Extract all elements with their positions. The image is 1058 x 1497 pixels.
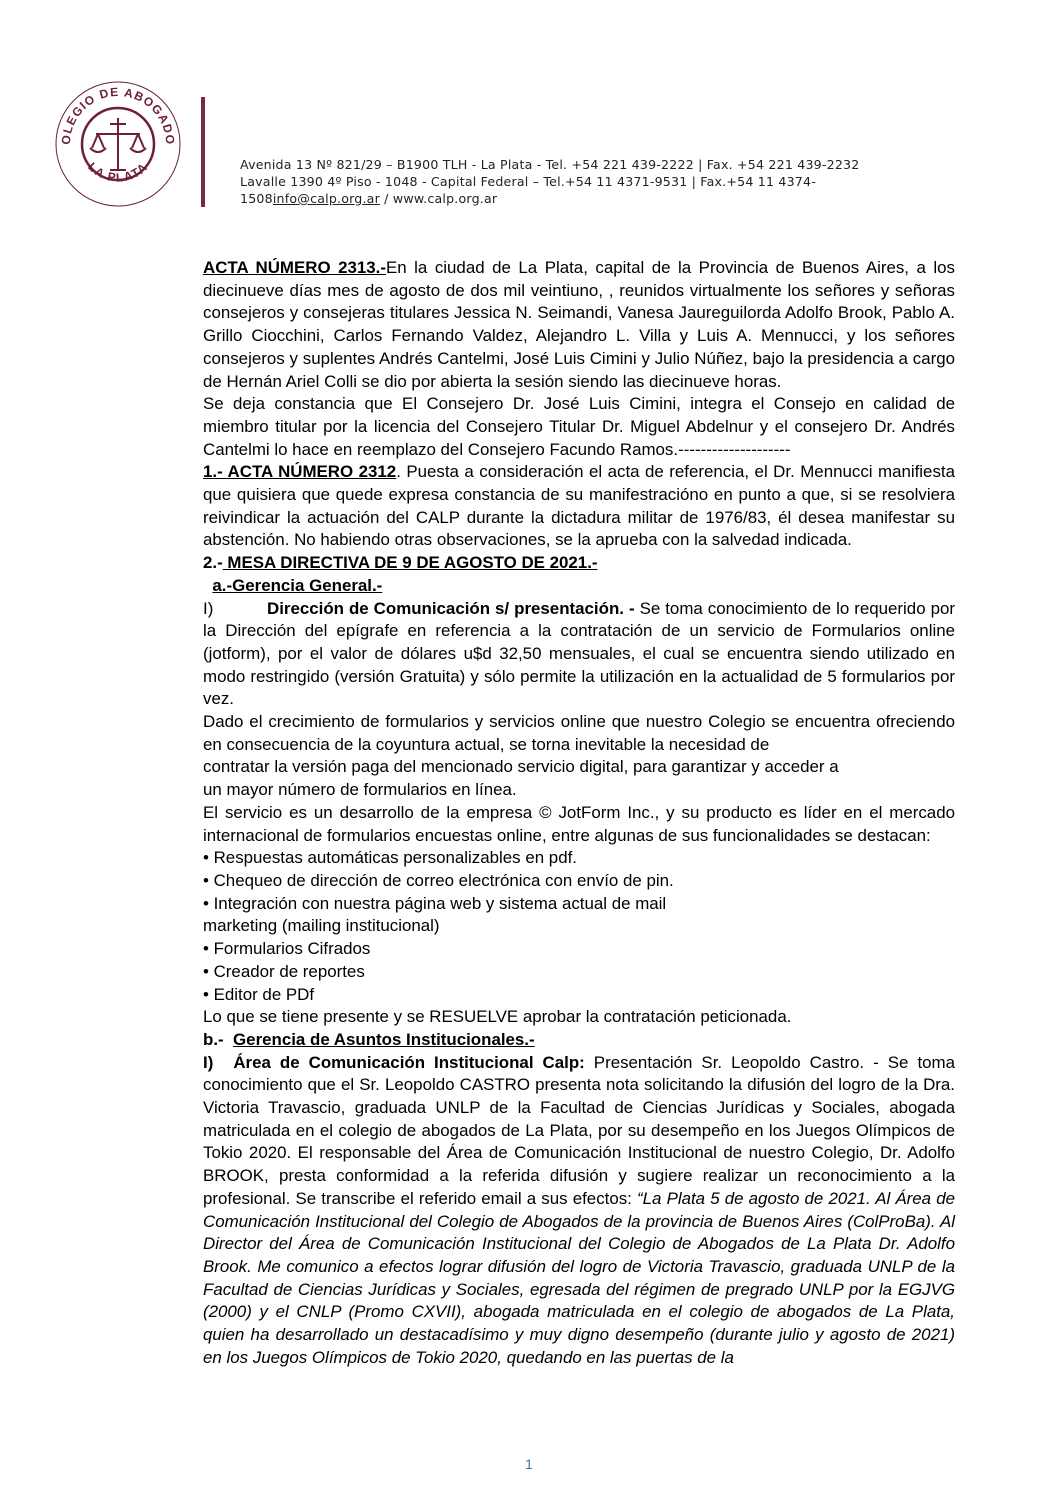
resuelve-paragraph: Lo que se tiene presente y se RESUELVE aprobar la contratación peticionada.	[203, 1007, 792, 1027]
point-i-title: Dirección de Comunicación s/ presentación. -	[267, 598, 635, 618]
logo-text-top: OLEGIO DE ABOGADO	[58, 84, 178, 146]
email-quote: “La Plata 5 de agosto de 2021. Al Área de Comunicación Institucional del Colegio de Abogados de la provincia de Buenos Aires (ColProBa). Al Director del Área de Comunicación Institucional del Colegio de Abogados de La Plata Dr. Adolfo Brook. Me comunico a efectos lograr difusión del logro de Victoria Travascio, graduada UNLP de la Facultad de Ciencias Jurídicas y Sociales, egresada del régimen de pregrado UNLP por la EGJVG (2000) y el CNLP (Promo CXVII), abogada matriculada en el colegio de abogados de La Plata, quien ha desarrollado un destacadísimo y muy digno desempeño (durante julio y agosto de 2021) en los Juegos Olímpicos de Tokio 2020, quedando en las puertas de la	[203, 1188, 955, 1367]
address-line-3: 1508info@calp.org.ar / www.calp.org.ar	[240, 191, 498, 206]
item1-paragraph: 1.- ACTA NÚMERO 2312. Puesta a consideración el acta de referencia, el Dr. Mennucci manifiesta que quisiera que quede expresa constancia de su manifestracióno en punto a que, si se resolviera reivindicar la actuación del CALP durante la dictadura militar de 1976/83, él desea manifestar su abstención. No habiendo otras observaciones, se la aprueba con la salvedad indicada.	[203, 462, 955, 550]
list-item: • Formularios Cifrados	[203, 939, 371, 959]
item2-heading: 2.- MESA DIRECTIVA DE 9 DE AGOSTO DE 2021.-	[203, 553, 598, 573]
dado-paragraph: Dado el crecimiento de formularios y servicios online que nuestro Colegio se encuentra ofreciendo en consecuencia de la coyuntura actual, se torna inevitable la necesidad de	[203, 712, 955, 754]
constancia-paragraph: Se deja constancia que El Consejero Dr. José Luis Cimini, integra el Consejo en calidad de miembro titular por la licencia del Consejero Titular Dr. Miguel Abdelnur y el consejero Dr. Andrés Cantelmi lo hace en reemplazo del Consejero Facundo Ramos.--------------------	[203, 394, 955, 459]
list-item: • Respuestas automáticas personalizables en pdf.	[203, 848, 577, 868]
document-body	[203, 257, 955, 1369]
page-number: 1	[525, 1456, 533, 1472]
logo-text-bottom: LA PLATA	[85, 159, 151, 185]
servicio-paragraph: El servicio es un desarrollo de la empresa © JotForm Inc., y su producto es líder en el mercado internacional de formularios encuestas online, entre algunas de sus funcionalidades se destacan:	[203, 802, 955, 845]
point-b-paragraph: I) Área de Comunicación Institucional Calp: Presentación Sr. Leopoldo Castro. - Se toma conocimiento que el Sr. Leopoldo CASTRO presenta nota solicitando la difusión del logro de la Dra. Victoria Travascio, graduada UNLP de la Facultad de Ciencias Jurídicas y Sociales, abogada matriculada en el colegio de abogados de La Plata, por su desempeño en los Juegos Olímpicos de Tokio 2020. El responsable del Área de Comunicación Institucional de nuestro Colegio, Dr. Adolfo BROOK, presta conformidad a la referida difusión y sugiere realizar un reconocimiento a la profesional. Se transcribe el referido email a sus efectos: “La Plata 5 de agosto de 2021. Al Área de Comunicación Institucional del Colegio de Abogados de la provincia de Buenos Aires (ColProBa). Al Director del Área de Comunicación Institucional del Colegio de Abogados de La Plata Dr. Adolfo Brook. Me comunico a efectos lograr difusión del logro de Victoria Travascio, graduada UNLP de la Facultad de Ciencias Jurídicas y Sociales, egresada del régimen de pregrado UNLP por la EGJVG (2000) y el CNLP (Promo CXVII), abogada matriculada en el colegio de abogados de La Plata, quien ha desarrollado un destacadísimo y muy digno desempeño (durante julio y agosto de 2021) en los Juegos Olímpicos de Tokio 2020, quedando en las puertas de la	[203, 1052, 955, 1367]
header-divider	[201, 97, 205, 207]
sub-a-heading: a.-Gerencia General.-	[212, 575, 383, 595]
letterhead-address	[240, 156, 859, 207]
address-line-1: Avenida 13 Nº 821/29 – B1900 TLH - La Plata - Tel. +54 221 439-2222 | Fax. +54 221 439-2232	[240, 157, 860, 172]
acta-title: ACTA NÚMERO 2313.-	[203, 258, 387, 277]
dado-line-2: contratar la versión paga del mencionado servicio digital, para garantizar y acceder a	[203, 757, 839, 777]
sub-b-heading: b.- Gerencia de Asuntos Institucionales.-	[203, 1029, 535, 1049]
list-item: • Creador de reportes	[203, 961, 365, 981]
list-item: • Editor de PDf	[203, 984, 315, 1004]
item1-title: 1.- ACTA NÚMERO 2312	[203, 462, 397, 482]
list-item: • Integración con nuestra página web y sistema actual de mail	[203, 893, 667, 913]
acta-intro-paragraph: ACTA NÚMERO 2313.-En la ciudad de La Plata, capital de la Provincia de Buenos Aires, a los diecinueve días mes de agosto de dos mil veintiuno, , reunidos virtualmente los señores y señoras consejeros y consejeras titulares Jessica N. Seimandi, Vanesa Jaureguilorda Adolfo Brook, Pablo A. Grillo Ciocchini, Carlos Fernando Valdez, Alejandro L. Villa y Luis A. Mennucci, y los señores consejeros y suplentes Andrés Cantelmi, José Luis Cimini y Julio Núñez, bajo la presidencia a cargo de Hernán Ariel Colli se dio por abierta la sesión siendo las diecinueve horas.	[203, 258, 955, 391]
point-b-title: Área de Comunicación Institucional Calp:	[233, 1052, 585, 1072]
list-item: marketing (mailing institucional)	[203, 916, 440, 936]
list-item: • Chequeo de dirección de correo electrónica con envío de pin.	[203, 870, 674, 890]
colegio-logo	[52, 78, 184, 210]
address-line-2: Lavalle 1390 4º Piso - 1048 - Capital Federal – Tel.+54 11 4371-9531 | Fax.+54 11 4374-	[240, 174, 816, 189]
point-i-paragraph: I) Dirección de Comunicación s/ presentación. - Se toma conocimiento de lo requerido por la Dirección del epígrafe en referencia a la contratación de un servicio de Formularios online (jotform), por el valor de dólares u$d 32,50 mensuales, el cual se encuentra siendo utilizado en modo restringido (versión Gratuita) y sólo permite la utilización en la actualidad de 5 formularios por vez.	[203, 598, 955, 709]
email-link[interactable]: info@calp.org.ar	[272, 191, 380, 206]
website-text: / www.calp.org.ar	[379, 191, 498, 206]
feature-list	[203, 847, 955, 1006]
dado-line-3: un mayor número de formularios en línea.	[203, 780, 517, 800]
svg-text:COLEGIO DE ABOGADOS	[52, 78, 177, 146]
